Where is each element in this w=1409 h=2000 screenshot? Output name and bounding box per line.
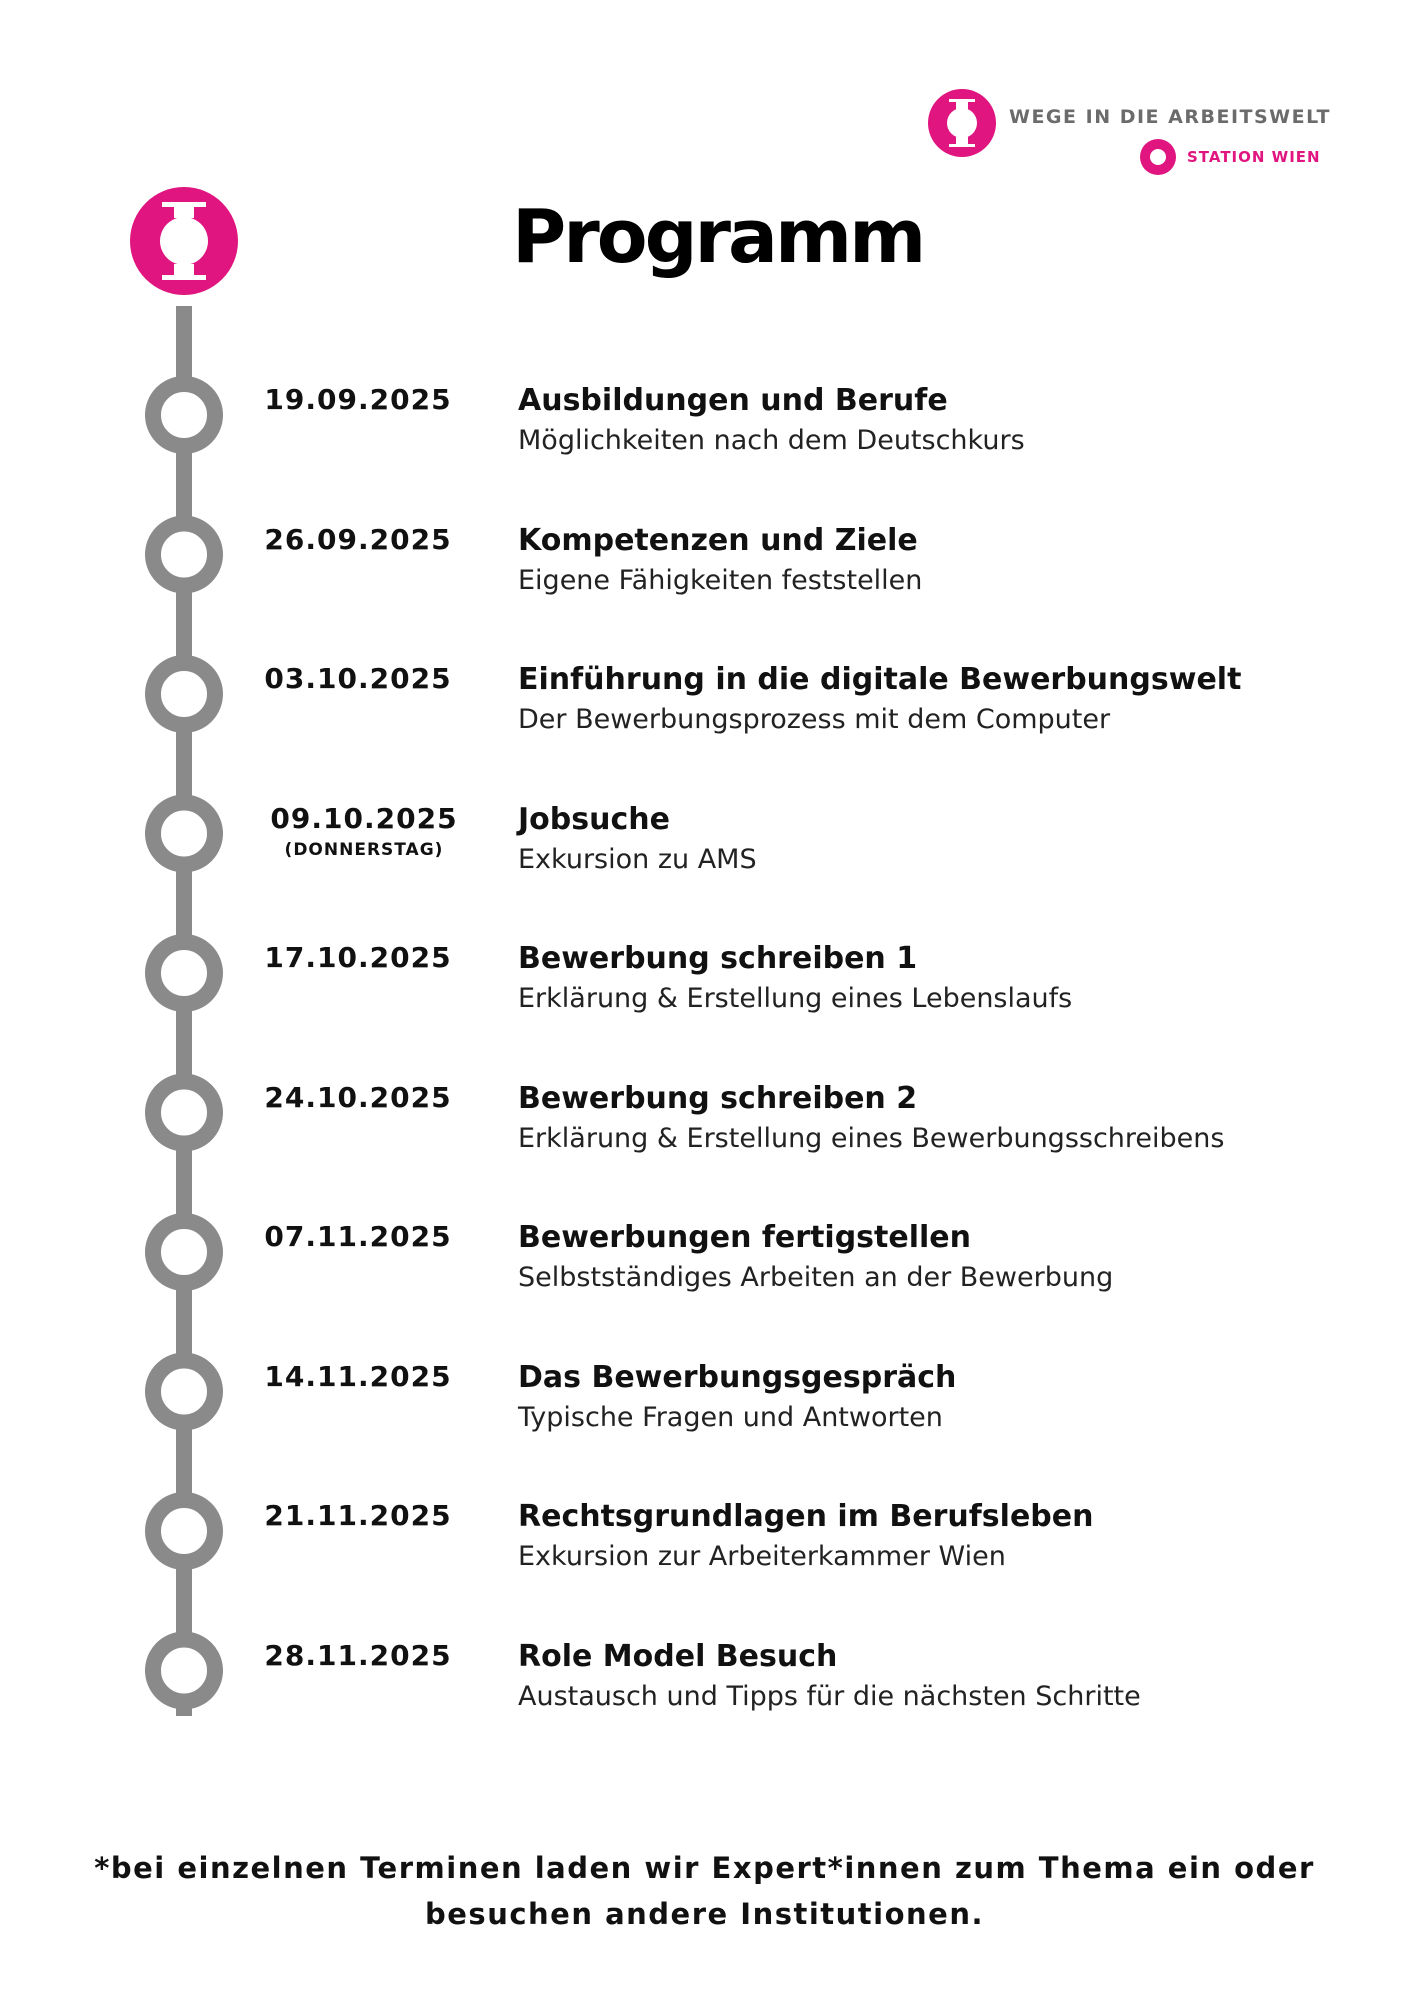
event-date: 03.10.2025 — [264, 662, 452, 695]
event-date-note: (DONNERSTAG) — [284, 839, 444, 860]
program-item — [0, 1220, 1409, 1320]
page-title: Programm — [512, 194, 924, 280]
event-description: Selbstständiges Arbeiten an der Bewerbung — [518, 1262, 1114, 1293]
event-date: 21.11.2025 — [264, 1499, 452, 1532]
event-description: Erklärung & Erstellung eines Lebenslaufs — [518, 983, 1073, 1014]
program-item — [0, 802, 1409, 902]
event-date: 26.09.2025 — [264, 522, 452, 556]
event-date: 19.09.2025 — [264, 383, 452, 416]
timeline-start-icon — [130, 186, 238, 296]
brand-subtitle: STATION WIEN — [1187, 148, 1321, 166]
footnote-line-1: *bei einzelnen Terminen laden wir Expert*innen zum Thema ein oder — [94, 1851, 1315, 1885]
event-description: Möglichkeiten nach dem Deutschkurs — [518, 425, 1025, 456]
event-topic: Ausbildungen und Berufe — [518, 383, 948, 418]
event-date: 28.11.2025 — [264, 1638, 452, 1672]
event-topic: Jobsuche — [518, 801, 670, 837]
event-description: Der Bewerbungsprozess mit dem Computer — [518, 704, 1111, 735]
footnote-line-2: besuchen andere Institutionen. — [425, 1897, 984, 1931]
event-date: 14.11.2025 — [264, 1359, 452, 1393]
event-date: 24.10.2025 — [264, 1080, 452, 1114]
event-topic: Das Bewerbungsgespräch — [518, 1359, 957, 1395]
program-item — [0, 1499, 1409, 1599]
event-topic: Einführung in die digitale Bewerbungswelt — [518, 662, 1242, 697]
event-description: Austausch und Tipps für die nächsten Schritte — [518, 1680, 1141, 1712]
event-description: Typische Fragen und Antworten — [518, 1401, 943, 1433]
event-topic: Bewerbungen fertigstellen — [518, 1220, 971, 1255]
event-description: Eigene Fähigkeiten feststellen — [518, 564, 923, 596]
event-topic: Bewerbung schreiben 1 — [518, 941, 918, 976]
event-date: 09.10.2025 — [270, 801, 458, 835]
program-item — [0, 1081, 1409, 1181]
event-topic: Bewerbung schreiben 2 — [518, 1080, 918, 1116]
event-topic: Role Model Besuch — [518, 1638, 838, 1674]
event-description: Exkursion zu AMS — [518, 843, 757, 875]
footnote — [60, 1845, 1349, 1937]
event-date: 07.11.2025 — [264, 1220, 452, 1253]
event-topic: Rechtsgrundlagen im Berufsleben — [518, 1499, 1094, 1534]
brand-title: WEGE IN DIE ARBEITSWELT — [1009, 106, 1332, 128]
program-item — [0, 941, 1409, 1041]
program-item — [0, 523, 1409, 623]
program-item — [0, 383, 1409, 483]
event-description: Exkursion zur Arbeiterkammer Wien — [518, 1541, 1006, 1572]
event-description: Erklärung & Erstellung eines Bewerbungsschreibens — [518, 1122, 1225, 1154]
program-item — [0, 1360, 1409, 1460]
event-topic: Kompetenzen und Ziele — [518, 522, 918, 558]
event-date: 17.10.2025 — [264, 941, 452, 974]
program-item — [0, 662, 1409, 762]
program-item — [0, 1639, 1409, 1739]
